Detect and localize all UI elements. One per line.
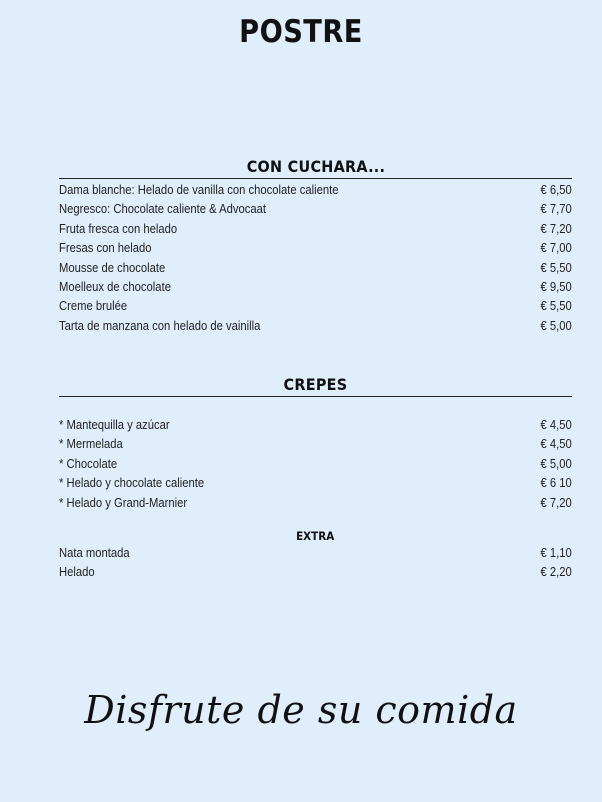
menu-item-name: Dama blanche: Helado de vanilla con chocolate caliente — [59, 183, 339, 197]
menu-item-price: € 7,20 — [540, 221, 572, 236]
section-header-label: EXTRA — [296, 529, 335, 543]
menu-item — [59, 220, 572, 239]
menu-item-price: € 6,50 — [540, 183, 572, 197]
tagline: Disfrute de su comida — [84, 688, 518, 732]
section-extra — [59, 544, 572, 583]
menu-item-price: € 4,50 — [540, 418, 572, 432]
menu-item-name: Mousse de chocolate — [59, 260, 166, 275]
menu-item — [59, 278, 572, 297]
menu-item-price: € 7,70 — [540, 202, 572, 217]
menu-item-price: € 5,50 — [540, 260, 572, 275]
menu-list-extra — [59, 544, 572, 583]
menu-item-price: € 4,50 — [540, 437, 572, 452]
section-header-label: CON CUCHARA... — [246, 157, 385, 176]
menu-item-name: * Chocolate — [59, 456, 118, 471]
menu-item — [59, 297, 572, 316]
menu-item-name: * Helado y chocolate caliente — [59, 476, 205, 491]
page-title: POSTRE — [239, 14, 363, 50]
menu-item-price: € 7,00 — [540, 241, 572, 256]
section-crepes — [59, 375, 572, 513]
menu-item — [59, 563, 572, 582]
menu-item-name: * Mantequilla y azúcar — [59, 418, 170, 432]
menu-item-price: € 5,50 — [540, 299, 572, 314]
menu-item — [59, 239, 572, 258]
menu-item — [59, 181, 572, 200]
menu-item — [59, 544, 572, 563]
menu-item-name: Fruta fresca con helado — [59, 221, 178, 236]
section-con-cuchara — [59, 157, 572, 336]
menu-item — [59, 494, 572, 513]
menu-item — [59, 259, 572, 278]
menu-item-price: € 1,10 — [540, 546, 572, 560]
menu-item — [59, 317, 572, 336]
menu-item-name: Tarta de manzana con helado de vainilla — [59, 318, 261, 333]
menu-list-con-cuchara — [59, 181, 572, 336]
menu-item-name: Fresas con helado — [59, 241, 152, 256]
menu-item-price: € 2,20 — [540, 565, 572, 580]
menu-item-name: * Helado y Grand-Marnier — [59, 495, 188, 510]
menu-item-price: € 9,50 — [540, 279, 572, 294]
menu-item — [59, 435, 572, 454]
menu-item-price: € 5,00 — [540, 318, 572, 333]
menu-item — [59, 455, 572, 474]
menu-item-price: € 6 10 — [540, 476, 572, 491]
section-header-con-cuchara — [59, 157, 572, 179]
section-header-extra — [59, 528, 572, 544]
menu-item — [59, 200, 572, 219]
menu-item-name: Nata montada — [59, 546, 130, 560]
section-header-label: CREPES — [283, 375, 348, 394]
menu-item — [59, 416, 572, 435]
menu-item-name: Moelleux de chocolate — [59, 279, 171, 294]
menu-item-name: * Mermelada — [59, 437, 123, 452]
menu-item-price: € 5,00 — [540, 456, 572, 471]
menu-item — [59, 474, 572, 493]
section-header-crepes — [59, 375, 572, 397]
menu-item-name: Helado — [59, 565, 95, 580]
menu-item-name: Creme brulée — [59, 299, 128, 314]
menu-item-price: € 7,20 — [540, 495, 572, 510]
menu-item-name: Negresco: Chocolate caliente & Advocaat — [59, 202, 266, 217]
menu-list-crepes — [59, 416, 572, 513]
